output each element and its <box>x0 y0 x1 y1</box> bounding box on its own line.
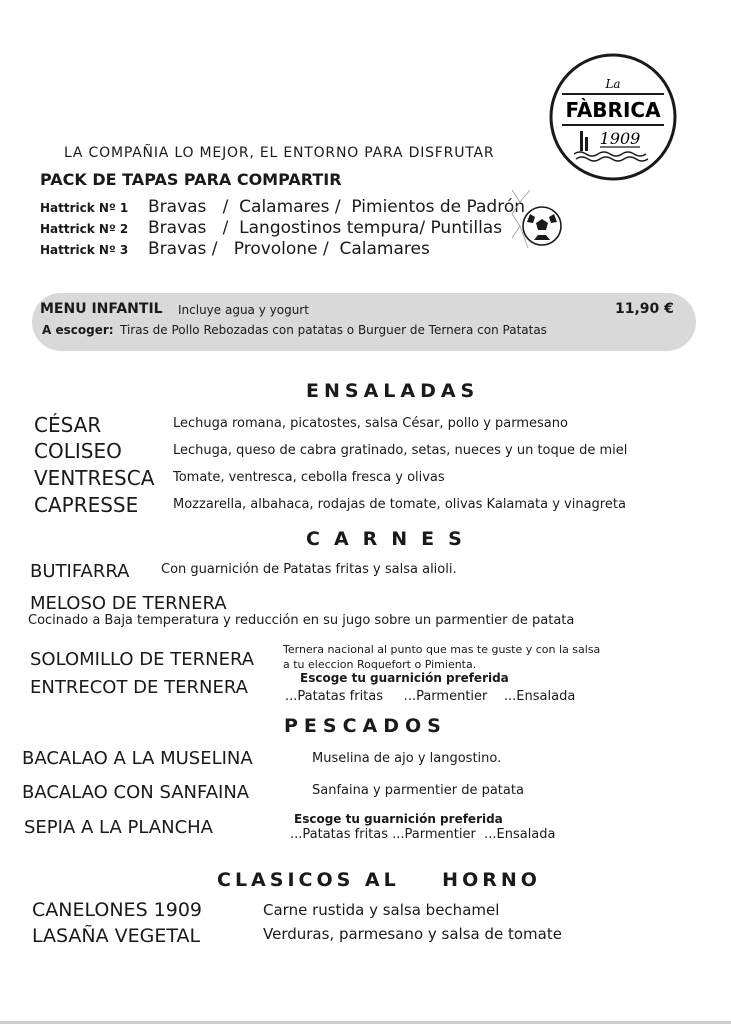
dish-description: Lechuga, queso de cabra gratinado, setas, nueces y un toque de miel <box>173 443 628 458</box>
tagline: LA COMPAÑIA LO MEJOR, EL ENTORNO PARA DISFRUTAR <box>64 145 495 161</box>
dish-description: Verduras, parmesano y salsa de tomate <box>263 925 562 943</box>
dish-name: CANELONES 1909 <box>32 899 203 921</box>
dish-name: VENTRESCA <box>34 466 155 490</box>
section-title-pescados: PESCADOS <box>284 715 447 737</box>
logo-year: 1909 <box>599 129 641 148</box>
dish-description: Mozzarella, albahaca, rodajas de tomate, olivas Kalamata y vinagreta <box>173 497 626 512</box>
hattrick-row <box>40 239 430 259</box>
dish-name: BACALAO CON SANFAINA <box>22 782 250 803</box>
dish-name: COLISEO <box>34 439 122 463</box>
hattrick-row <box>40 197 525 217</box>
dish-name: MELOSO DE TERNERA <box>30 593 227 614</box>
dish-description: Sanfaina y parmentier de patata <box>312 783 524 798</box>
dish-name: SOLOMILLO DE TERNERA <box>30 649 255 670</box>
pack-title: PACK DE TAPAS PARA COMPARTIR <box>40 170 342 189</box>
menu-infantil-includes: Incluye agua y yogurt <box>178 303 309 317</box>
hattrick-label: Hattrick Nº 1 <box>40 201 129 215</box>
restaurant-logo <box>540 48 686 190</box>
garnish-options: ...Patatas fritas ...Parmentier ...Ensalada <box>285 689 576 704</box>
choose-label: A escoger: <box>42 323 114 337</box>
logo-small-text: La <box>605 77 621 91</box>
section-title-horno: CLASICOS AL HORNO <box>217 869 541 891</box>
hattrick-items: Bravas / Langostinos tempura/ Puntillas <box>148 218 503 238</box>
menu-infantil-price: 11,90 € <box>615 301 674 317</box>
dish-name: SEPIA A LA PLANCHA <box>24 817 213 838</box>
garnish-title: Escoge tu guarnición preferida <box>300 671 509 685</box>
dish-name: BUTIFARRA <box>30 561 130 582</box>
dish-description: Con guarnición de Patatas fritas y salsa alioli. <box>161 562 457 577</box>
hattrick-items: Bravas / Calamares / Pimientos de Padrón <box>148 197 526 217</box>
garnish-options: ...Patatas fritas ...Parmentier ...Ensalada <box>290 827 556 842</box>
section-title-ensaladas: ENSALADAS <box>306 380 480 402</box>
section-title-carnes: CARNES <box>306 528 476 550</box>
dish-name: LASAÑA VEGETAL <box>32 925 201 947</box>
logo-name: FÀBRICA <box>565 98 661 122</box>
hattrick-row <box>40 218 502 238</box>
dish-description: Lechuga romana, picatostes, salsa César, pollo y parmesano <box>173 416 568 431</box>
dish-description: Cocinado a Baja temperatura y reducción en su jugo sobre un parmentier de patata <box>28 613 575 628</box>
dish-name: CAPRESSE <box>34 493 139 517</box>
meat-note: Ternera nacional al punto que mas te guste y con la salsa <box>283 643 601 656</box>
meat-note: a tu eleccion Roquefort o Pimienta. <box>283 658 477 671</box>
dish-description: Carne rustida y salsa bechamel <box>263 901 500 919</box>
menu-infantil-title: MENU INFANTIL <box>40 301 163 317</box>
hattrick-items: Bravas / Provolone / Calamares <box>148 239 430 259</box>
dish-name: ENTRECOT DE TERNERA <box>30 677 248 698</box>
dish-description: Tomate, ventresca, cebolla fresca y olivas <box>173 470 445 485</box>
hattrick-label: Hattrick Nº 2 <box>40 222 129 236</box>
hattrick-label: Hattrick Nº 3 <box>40 243 129 257</box>
dish-description: Muselina de ajo y langostino. <box>312 751 502 766</box>
choose-text: Tiras de Pollo Rebozadas con patatas o Burguer de Ternera con Patatas <box>120 323 547 337</box>
dish-name: BACALAO A LA MUSELINA <box>22 748 253 769</box>
soccer-ball-icon <box>510 188 564 256</box>
garnish-title: Escoge tu guarnición preferida <box>294 812 503 826</box>
dish-name: CÉSAR <box>34 413 102 437</box>
